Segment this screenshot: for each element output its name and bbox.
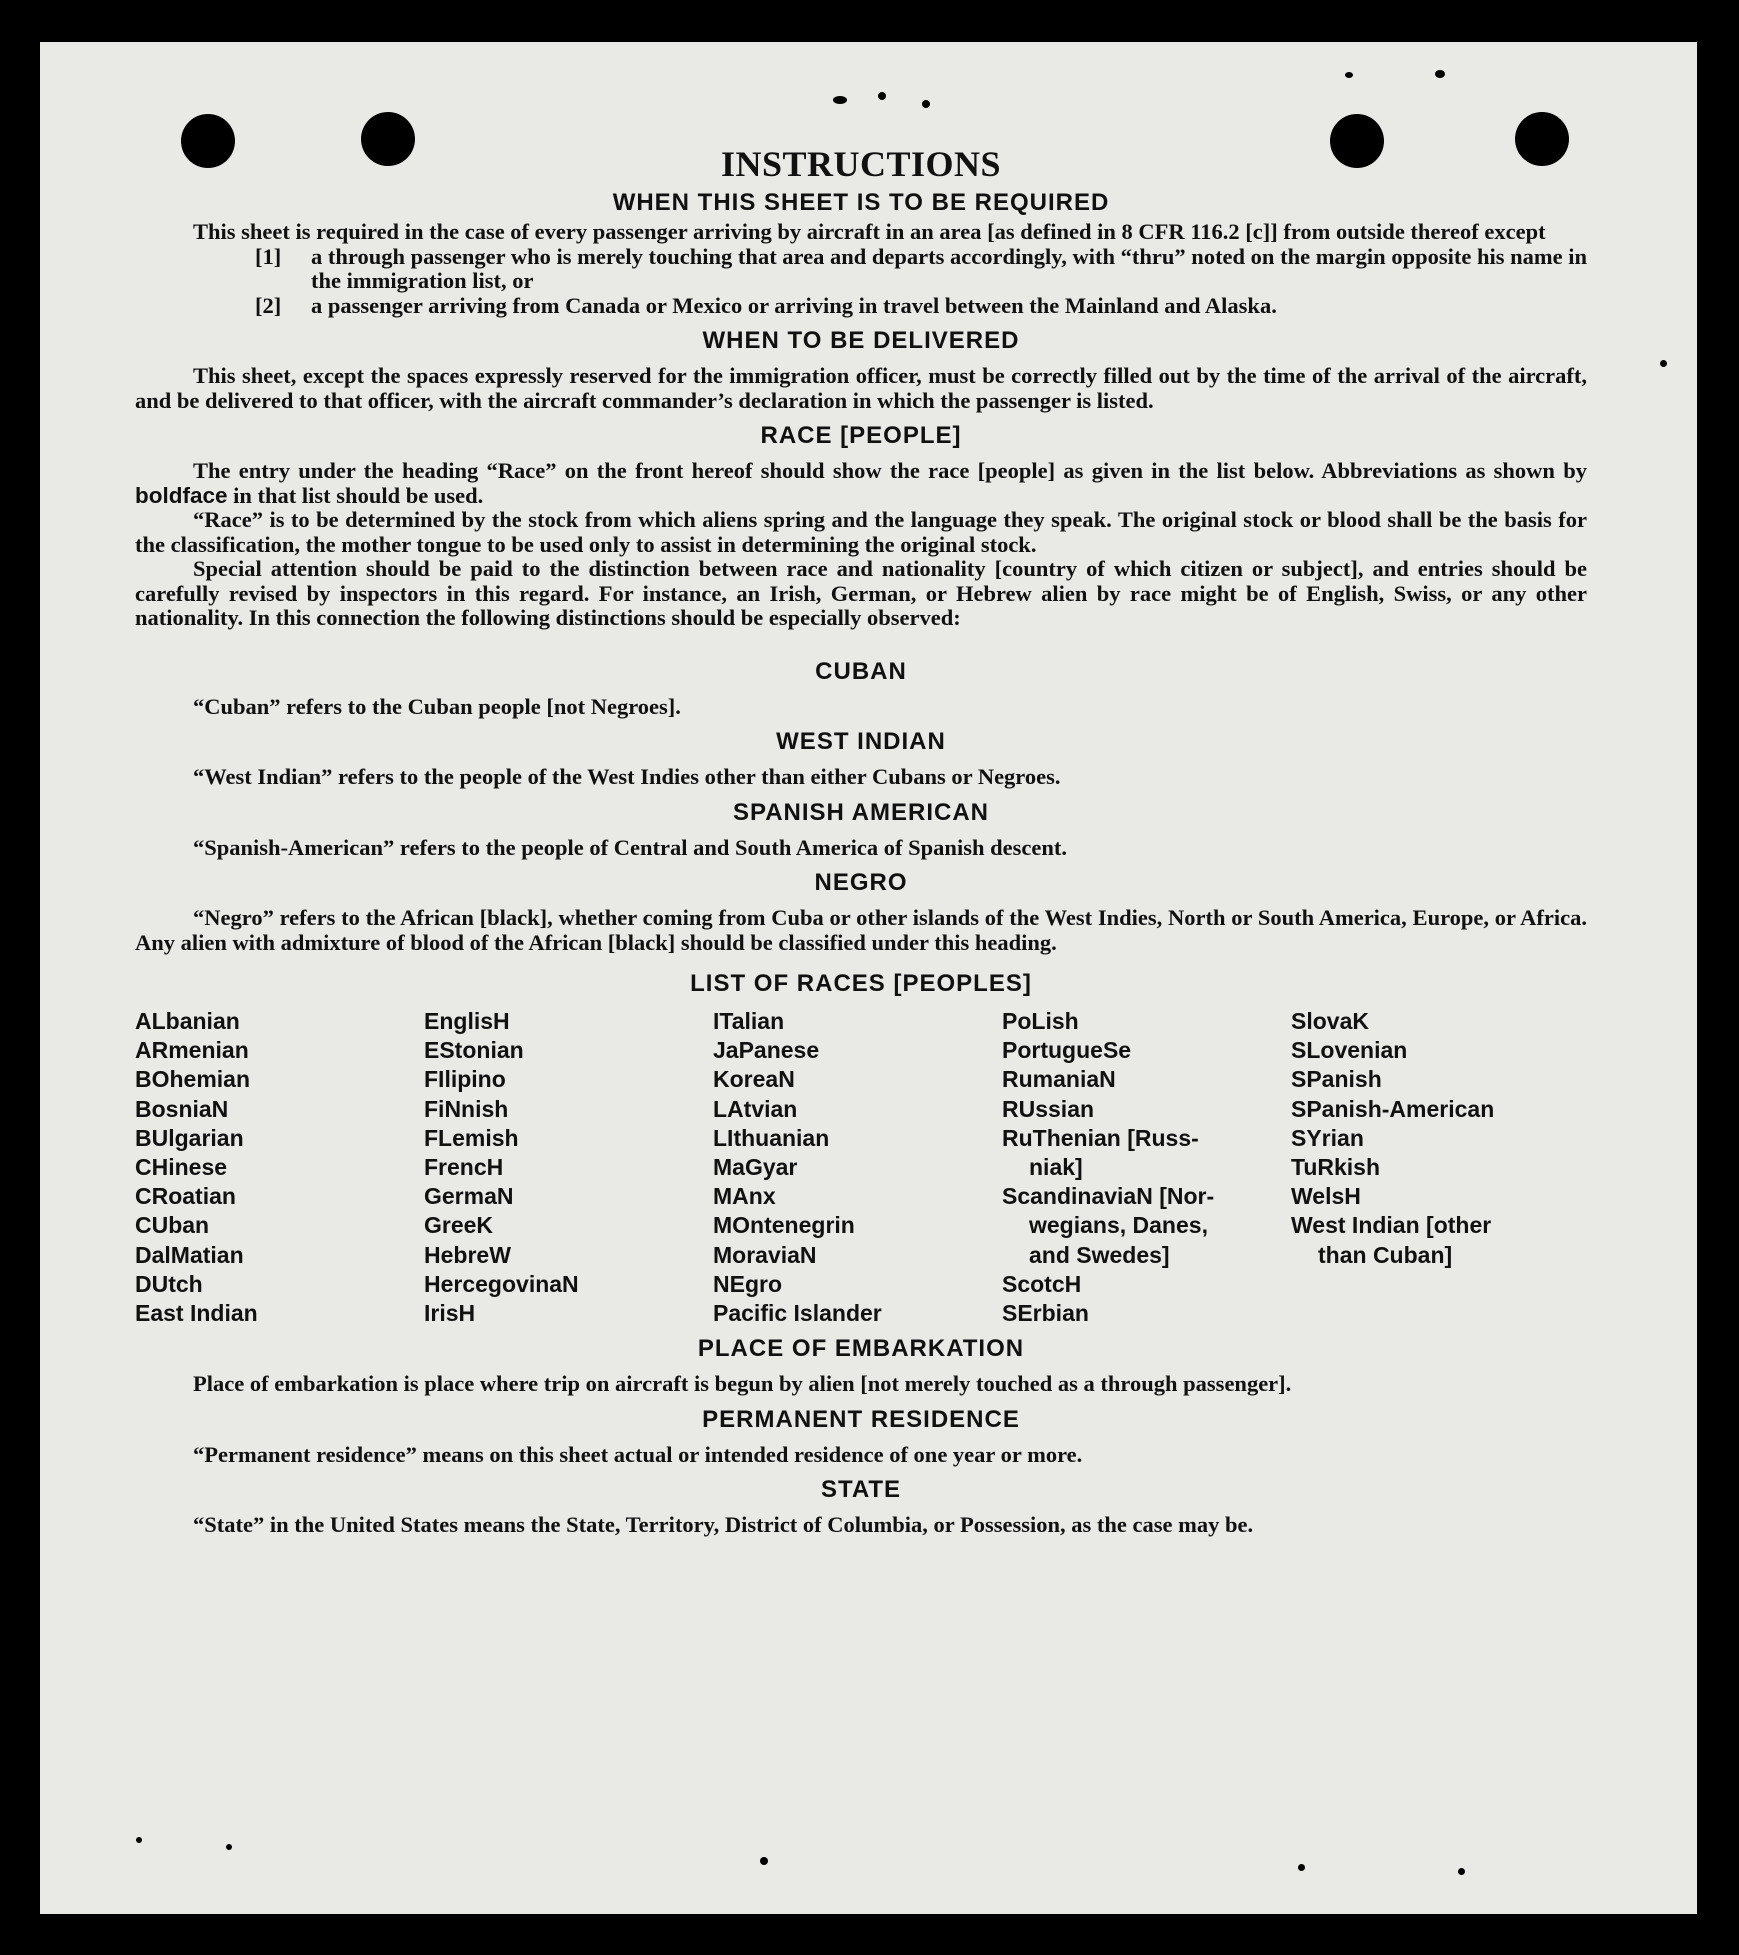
race-item: FIlipino — [424, 1066, 506, 1093]
race-item: West Indian [other — [1291, 1212, 1492, 1239]
ink-speck — [760, 1857, 768, 1865]
race-item: SPanish-American — [1291, 1095, 1495, 1122]
race-item: LAtvian — [713, 1095, 798, 1122]
heading-list-of-races: LIST OF RACES [PEOPLES] — [690, 970, 1032, 997]
race-item-continuation: than Cuban] — [1318, 1241, 1453, 1268]
race-item: BosniaN — [135, 1095, 229, 1122]
race-item: IrisH — [424, 1300, 476, 1327]
race-item: ALbanian — [135, 1008, 240, 1034]
race-p1-boldface: boldface — [135, 482, 228, 508]
race-item: RuThenian [Russ- — [1002, 1124, 1199, 1151]
races-list — [135, 1007, 1587, 1328]
list-item — [255, 245, 1587, 294]
race-item: DUtch — [135, 1270, 203, 1297]
instructions-content — [135, 142, 1587, 1538]
race-item: SlovaK — [1291, 1008, 1369, 1034]
ink-speck — [878, 92, 886, 100]
race-item: ARmenian — [135, 1037, 249, 1064]
race-item: MOntenegrin — [713, 1212, 855, 1239]
race-item: EStonian — [424, 1037, 524, 1064]
race-item: PortugueSe — [1002, 1037, 1132, 1064]
item-text: a passenger arriving from Canada or Mexico or arriving in travel between the Mainland and Alaska. — [311, 292, 1277, 318]
race-item: EnglisH — [424, 1008, 510, 1034]
races-column — [1291, 1007, 1580, 1328]
race-p1-text: The entry under the heading “Race” on the front hereof should show the race [people] as given in the list below. Abbreviations as shown by — [193, 458, 1587, 483]
race-item: ScandinaviaN [Nor- — [1002, 1183, 1215, 1210]
negro-text: “Negro” refers to the African [black], whether coming from Cuba or other islands of the West Indies, North or South America, Europe, or Africa. Any alien with admixture of blood of the African [black] should be classified under this heading. — [135, 905, 1587, 955]
race-item: RumaniaN — [1002, 1066, 1116, 1093]
race-item: WelsH — [1291, 1183, 1361, 1210]
ink-speck — [136, 1837, 142, 1843]
race-item: DalMatian — [135, 1241, 244, 1268]
race-item: FrencH — [424, 1154, 504, 1181]
heading-permanent-residence: PERMANENT RESIDENCE — [702, 1405, 1020, 1433]
heading-when-required: WHEN THIS SHEET IS TO BE REQUIRED — [612, 189, 1110, 216]
ink-speck — [1345, 72, 1353, 78]
heading-west-indian: WEST INDIAN — [776, 728, 946, 755]
race-paragraph-3: Special attention should be paid to the distinction between race and nationality [country of which citizen or subject], and entries should be carefully revised by inspectors in this regard. For instance, an Irish, German, or Hebrew alien by race might be of English, Swiss, or any other nationality. In this connection the following distinctions should be especially observed: — [135, 556, 1587, 630]
heading-place-of-embarkation: PLACE OF EMBARKATION — [697, 1335, 1025, 1363]
list-item — [255, 294, 1587, 319]
heading-race: RACE [PEOPLE] — [760, 422, 962, 449]
ink-speck — [226, 1844, 232, 1850]
race-item: GreeK — [424, 1212, 494, 1239]
race-item: Pacific Islander — [713, 1300, 882, 1327]
ink-speck — [833, 96, 847, 104]
race-item: ITalian — [713, 1008, 785, 1034]
race-item: MaGyar — [713, 1154, 798, 1181]
race-item: MoraviaN — [713, 1241, 817, 1268]
race-item: SLovenian — [1291, 1037, 1408, 1064]
race-item: SYrian — [1291, 1124, 1364, 1151]
race-item: HebreW — [424, 1241, 511, 1268]
races-column — [713, 1007, 1002, 1328]
embarkation-text: Place of embarkation is place where trip on aircraft is begun by alien [not merely touched as a through passenger]. — [193, 1371, 1292, 1397]
race-item: CHinese — [135, 1154, 228, 1181]
race-item: HercegovinaN — [424, 1270, 579, 1297]
race-paragraph-2: “Race” is to be determined by the stock from which aliens spring and the language they speak. The original stock or blood shall be the basis for the classification, the mother tongue to be used only to assist in determining the original stock. — [135, 507, 1587, 557]
race-item-continuation: wegians, Danes, — [1029, 1212, 1208, 1239]
race-p1-text-end: in that list should be used. — [227, 482, 484, 508]
page-title: INSTRUCTIONS — [720, 144, 1002, 184]
ink-speck — [1458, 1868, 1465, 1875]
race-item: MAnx — [713, 1183, 776, 1210]
race-item: East Indian — [135, 1300, 258, 1327]
spanish-american-text: “Spanish-American” refers to the people of Central and South America of Spanish descent. — [193, 834, 1067, 860]
ink-speck — [922, 100, 930, 108]
races-column — [1002, 1007, 1291, 1328]
required-intro-except: except — [1484, 219, 1546, 244]
race-item: TuRkish — [1291, 1154, 1381, 1181]
race-item-continuation: and Swedes] — [1029, 1241, 1170, 1268]
race-item: SErbian — [1002, 1300, 1089, 1327]
race-item: BOhemian — [135, 1066, 251, 1093]
ink-speck — [1298, 1864, 1305, 1871]
ink-speck — [1435, 70, 1445, 78]
heading-spanish-american: SPANISH AMERICAN — [732, 798, 989, 826]
race-item: JaPanese — [713, 1037, 820, 1064]
document-sheet — [40, 42, 1697, 1914]
race-item: GermaN — [424, 1183, 514, 1210]
ink-speck — [1660, 360, 1667, 367]
required-intro-text: This sheet is required in the case of every passenger arriving by aircraft in an area [as defined in 8 CFR 116.2 [c]] from outside thereof — [193, 219, 1485, 244]
item-number: [2] — [255, 292, 282, 318]
races-column — [135, 1007, 424, 1328]
cuban-text: “Cuban” refers to the Cuban people [not Negroes]. — [193, 693, 681, 719]
race-item: FLemish — [424, 1124, 519, 1151]
race-item: CUban — [135, 1212, 210, 1239]
heading-state: STATE — [820, 1476, 902, 1504]
race-item: PoLish — [1002, 1008, 1079, 1034]
race-item: CRoatian — [135, 1183, 236, 1210]
race-item: KoreaN — [713, 1066, 795, 1093]
race-item: FiNnish — [424, 1095, 509, 1122]
item-text: a through passenger who is merely touching that area and departs accordingly, with “thru” noted on the margin opposite his name in the immigration list, or — [311, 243, 1587, 293]
race-item: SPanish — [1291, 1066, 1382, 1093]
west-indian-text: “West Indian” refers to the people of the West Indies other than either Cubans or Negroes. — [193, 764, 1061, 789]
race-item: LIthuanian — [713, 1124, 830, 1151]
item-number: [1] — [255, 243, 282, 269]
race-item: ScotcH — [1002, 1270, 1082, 1297]
race-item: NEgro — [713, 1270, 782, 1297]
residence-text: “Permanent residence” means on this sheet actual or intended residence of one year or more. — [193, 1441, 1083, 1467]
heading-negro: NEGRO — [814, 869, 908, 896]
heading-cuban: CUBAN — [815, 657, 907, 685]
required-intro — [135, 220, 1587, 245]
heading-when-delivered: WHEN TO BE DELIVERED — [702, 327, 1020, 354]
delivered-text: This sheet, except the spaces expressly reserved for the immigration officer, must be correctly filled out by the time of the arrival of the aircraft, and be delivered to that officer, with the aircraft commander’s declaration in which the passenger is listed. — [135, 363, 1587, 413]
state-text: “State” in the United States means the State, Territory, District of Columbia, or Possession, as the case may be. — [193, 1512, 1254, 1538]
races-column — [424, 1007, 713, 1328]
race-item-continuation: niak] — [1029, 1154, 1083, 1181]
race-item: RUssian — [1002, 1095, 1095, 1122]
race-item: BUlgarian — [135, 1124, 244, 1151]
race-paragraph-1 — [135, 459, 1587, 508]
